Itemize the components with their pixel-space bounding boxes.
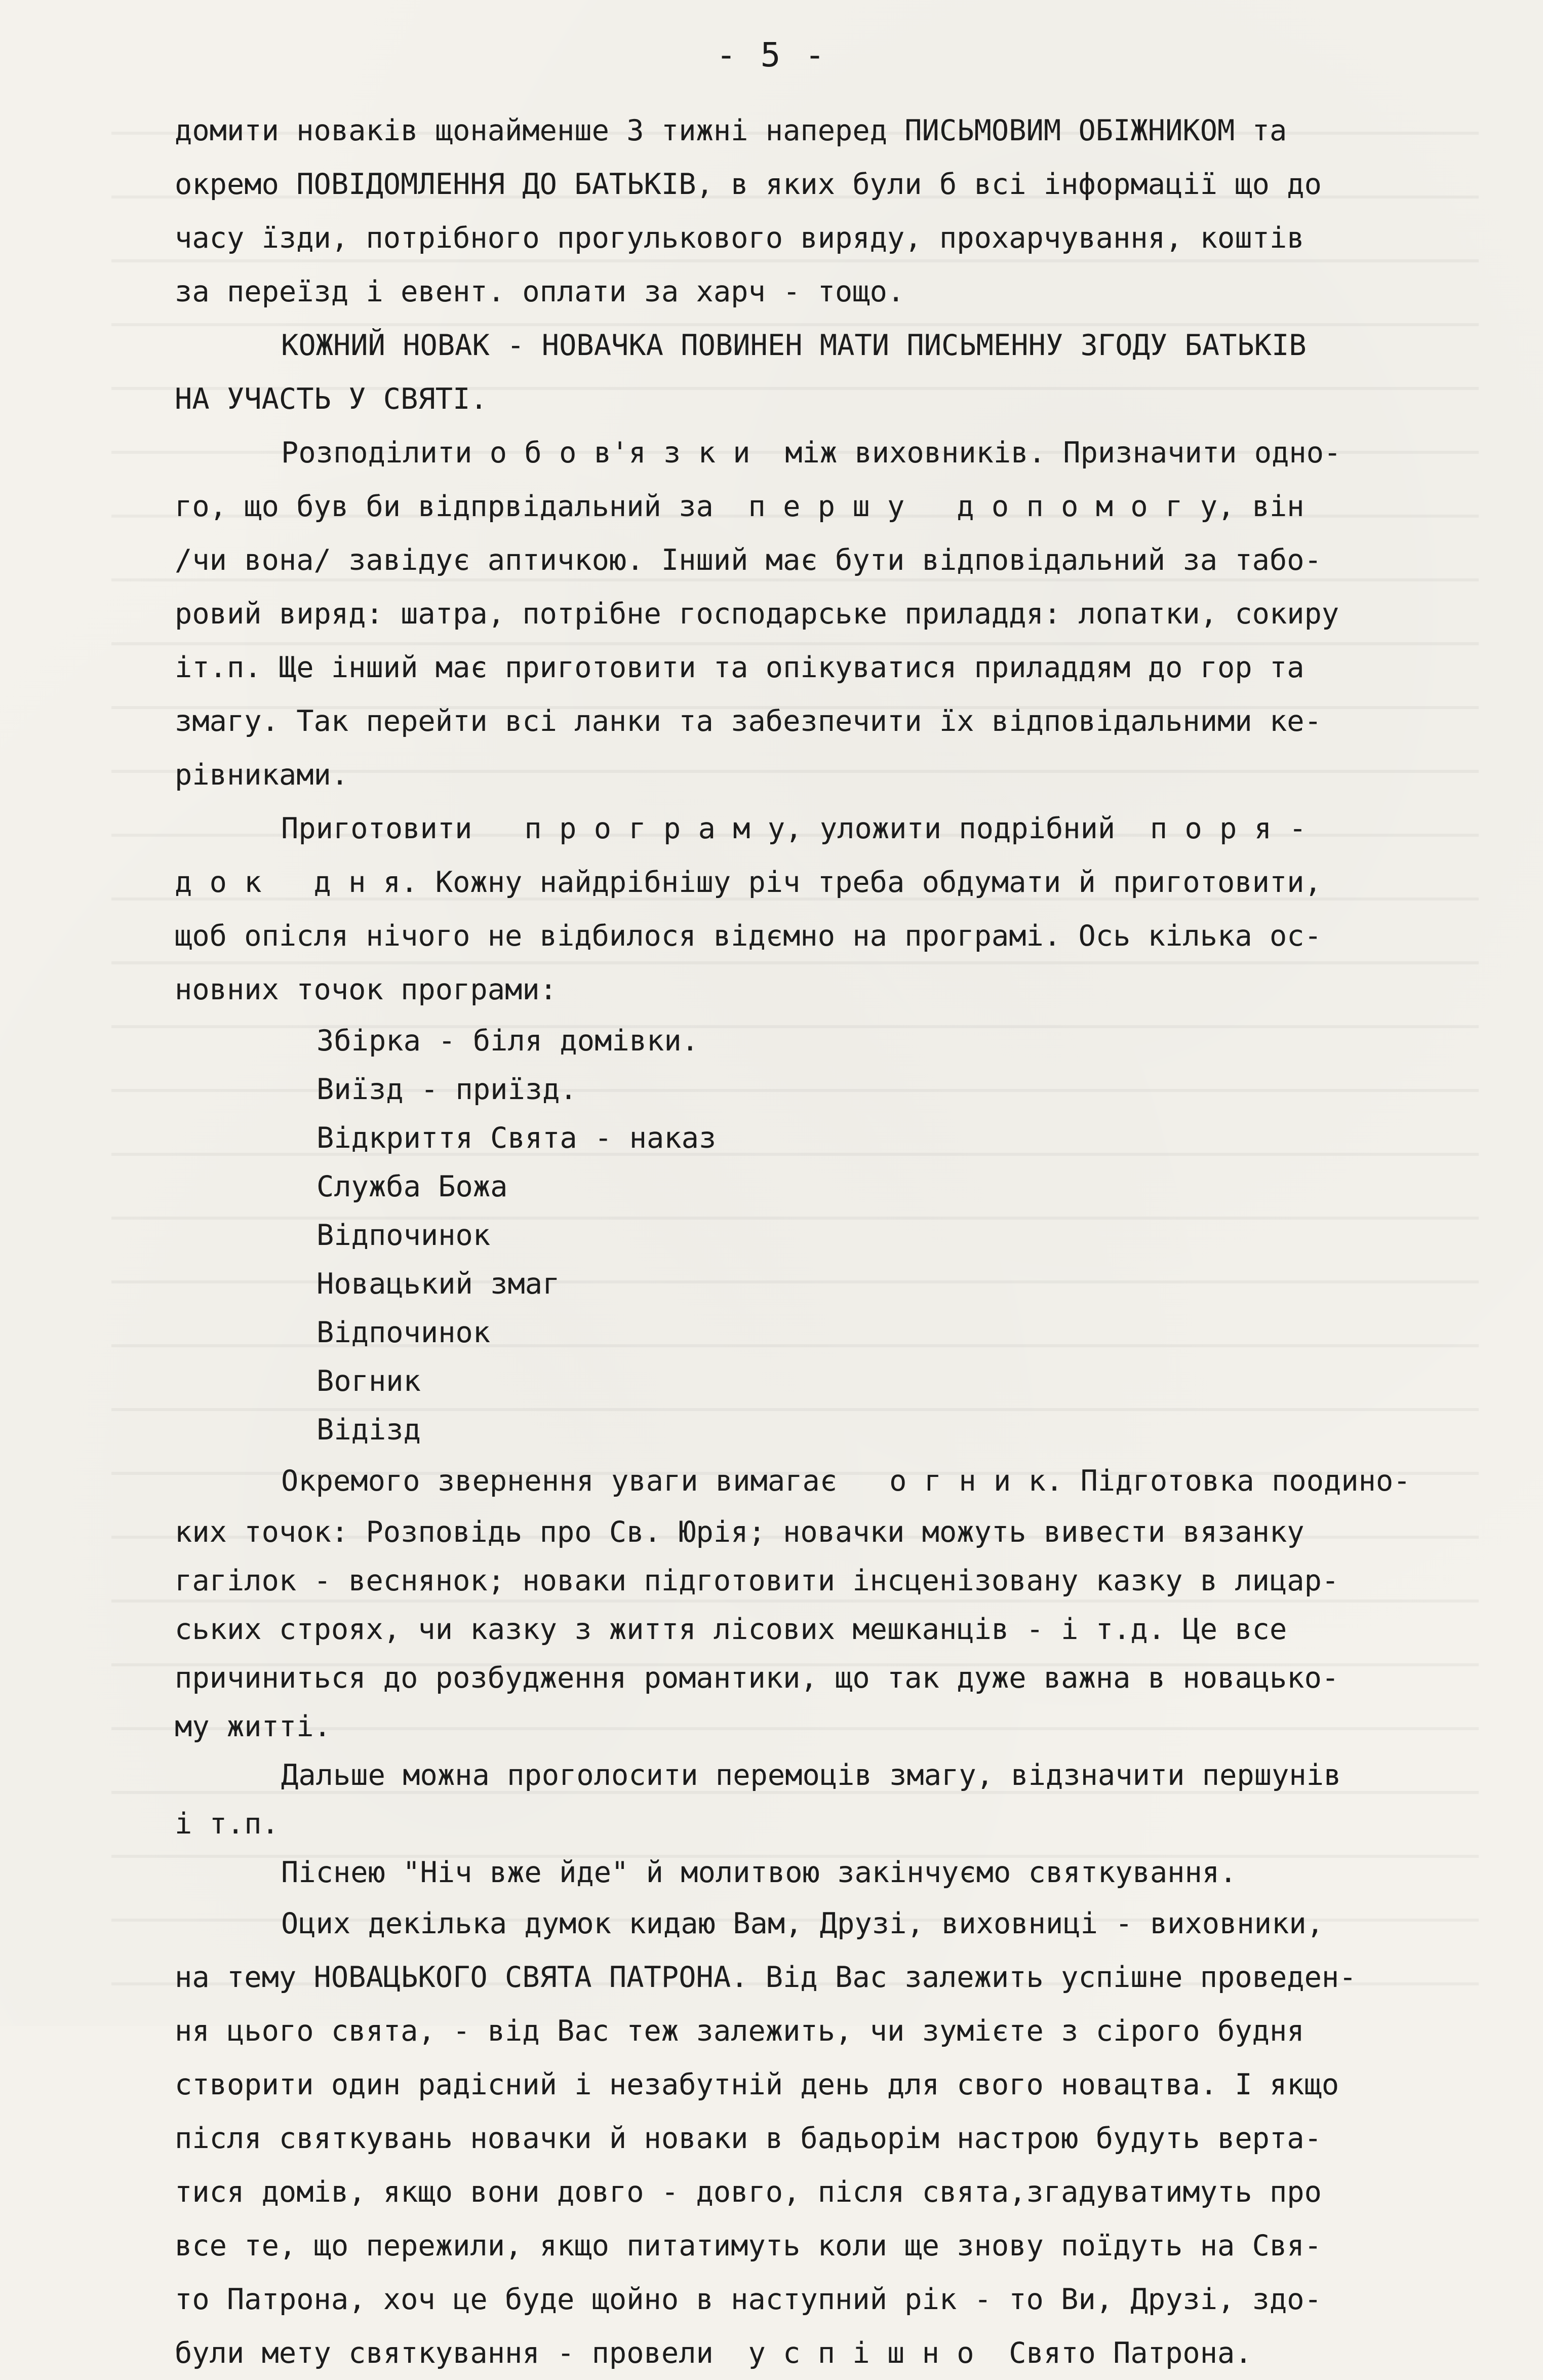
program-list-item: Виїзд - приїзд.: [316, 1073, 577, 1106]
program-list-item: Відпочинок: [316, 1219, 491, 1252]
text-line: тися домів, якщо вони довго - довго, після свята,згадуватимуть про: [175, 2175, 1322, 2209]
text-line: ня цього свята, - від Вас теж залежить, чи зумієте з сірого будня: [175, 2014, 1304, 2048]
text-line: все те, що пережили, якщо питатимуть коли ще знову поїдуть на Свя-: [175, 2229, 1322, 2262]
text-line: ських строях, чи казку з життя лісових мешканців - і т.д. Це все: [175, 1613, 1287, 1646]
text-line: ких точок: Розповідь про Св. Юрія; новачки можуть вивести вязанку: [175, 1515, 1304, 1549]
text-line: КОЖНИЙ НОВАК - НОВАЧКА ПОВИНЕН МАТИ ПИСЬМЕННУ ЗГОДУ БАТЬКІВ: [281, 329, 1307, 362]
text-line: часу їзди, потрібного прогулькового виряду, прохарчування, коштів: [175, 221, 1304, 255]
text-line: Дальше можна проголосити перемоців змагу, відзначити першунів: [281, 1759, 1341, 1792]
program-list-item: Відкриття Свята - наказ: [316, 1121, 717, 1155]
text-line: гагілок - веснянок; новаки підготовити інсценізовану казку в лицар-: [175, 1564, 1339, 1597]
text-line: д о к д н я. Кожну найдрібнішу річ треба обдумати й приготовити,: [175, 866, 1322, 899]
program-list-item: Відпочинок: [316, 1316, 491, 1349]
text-line: то Патрона, хоч це буде щойно в наступний рік - то Ви, Друзі, здо-: [175, 2283, 1322, 2316]
text-line: причиниться до розбудження романтики, що так дуже важна в новацько-: [175, 1661, 1339, 1695]
text-line: Розподілити о б о в'я з к и між виховників. Призначити одно-: [281, 436, 1341, 470]
text-line: Окремого звернення уваги вимагає о г н и к. Підготовка поодино-: [281, 1464, 1411, 1498]
text-line: новних точок програми:: [175, 973, 557, 1006]
text-line: окремо ПОВІДОМЛЕННЯ ДО БАТЬКІВ, в яких були б всі інформації що до: [175, 168, 1322, 201]
page-number: - 5 -: [716, 35, 827, 74]
text-line: домити новаків щонайменше 3 тижні наперед ПИСЬМОВИМ ОБІЖНИКОМ та: [175, 114, 1287, 147]
program-list-item: Служба Божа: [316, 1170, 508, 1203]
text-line: після святкувань новачки й новаки в бадьорім настрою будуть верта-: [175, 2122, 1322, 2155]
text-line: іт.п. Ще інший має приготовити та опікуватися приладдям до гор та: [175, 651, 1304, 684]
text-line: Приготовити п р о г р а м у, уложити подрібний п о р я -: [281, 812, 1307, 845]
text-line: Піснею "Ніч вже йде" й молитвою закінчуємо святкування.: [281, 1856, 1237, 1889]
text-line: і т.п.: [175, 1807, 279, 1841]
body-text: [175, 104, 1491, 2380]
program-list-item: Вогник: [316, 1364, 421, 1398]
text-line: на тему НОВАЦЬКОГО СВЯТА ПАТРОНА. Від Вас залежить успішне проведен-: [175, 1961, 1357, 1994]
text-line: створити один радісний і незабутній день для свого новацтва. І якщо: [175, 2068, 1339, 2101]
text-line: Оцих декілька думок кидаю Вам, Друзі, виховниці - виховники,: [281, 1907, 1324, 1940]
program-list-item: Збірка - біля домівки.: [316, 1024, 699, 1058]
program-list-item: Відізд: [316, 1413, 421, 1447]
text-line: щоб опісля нічого не відбилося відємно на програмі. Ось кілька ос-: [175, 919, 1322, 953]
program-list-item: Новацький змаг: [316, 1267, 560, 1301]
text-line: були мету святкування - провели у с п і ш н о Свято Патрона.: [175, 2336, 1252, 2370]
text-line: НА УЧАСТЬ У СВЯТІ.: [175, 382, 488, 416]
text-line: за переїзд і евент. оплати за харч - тощо.: [175, 275, 905, 308]
text-line: му житті.: [175, 1710, 331, 1743]
text-line: ровий виряд: шатра, потрібне господарське приладдя: лопатки, сокиру: [175, 597, 1339, 631]
text-line: змагу. Так перейти всі ланки та забезпечити їх відповідальними ке-: [175, 705, 1322, 738]
text-line: го, що був би відпрвідальний за п е р ш у д о п о м о г у, він: [175, 490, 1304, 523]
text-line: рівниками.: [175, 758, 349, 792]
text-line: /чи вона/ завідує аптичкою. Інший має бути відповідальний за табо-: [175, 543, 1322, 577]
